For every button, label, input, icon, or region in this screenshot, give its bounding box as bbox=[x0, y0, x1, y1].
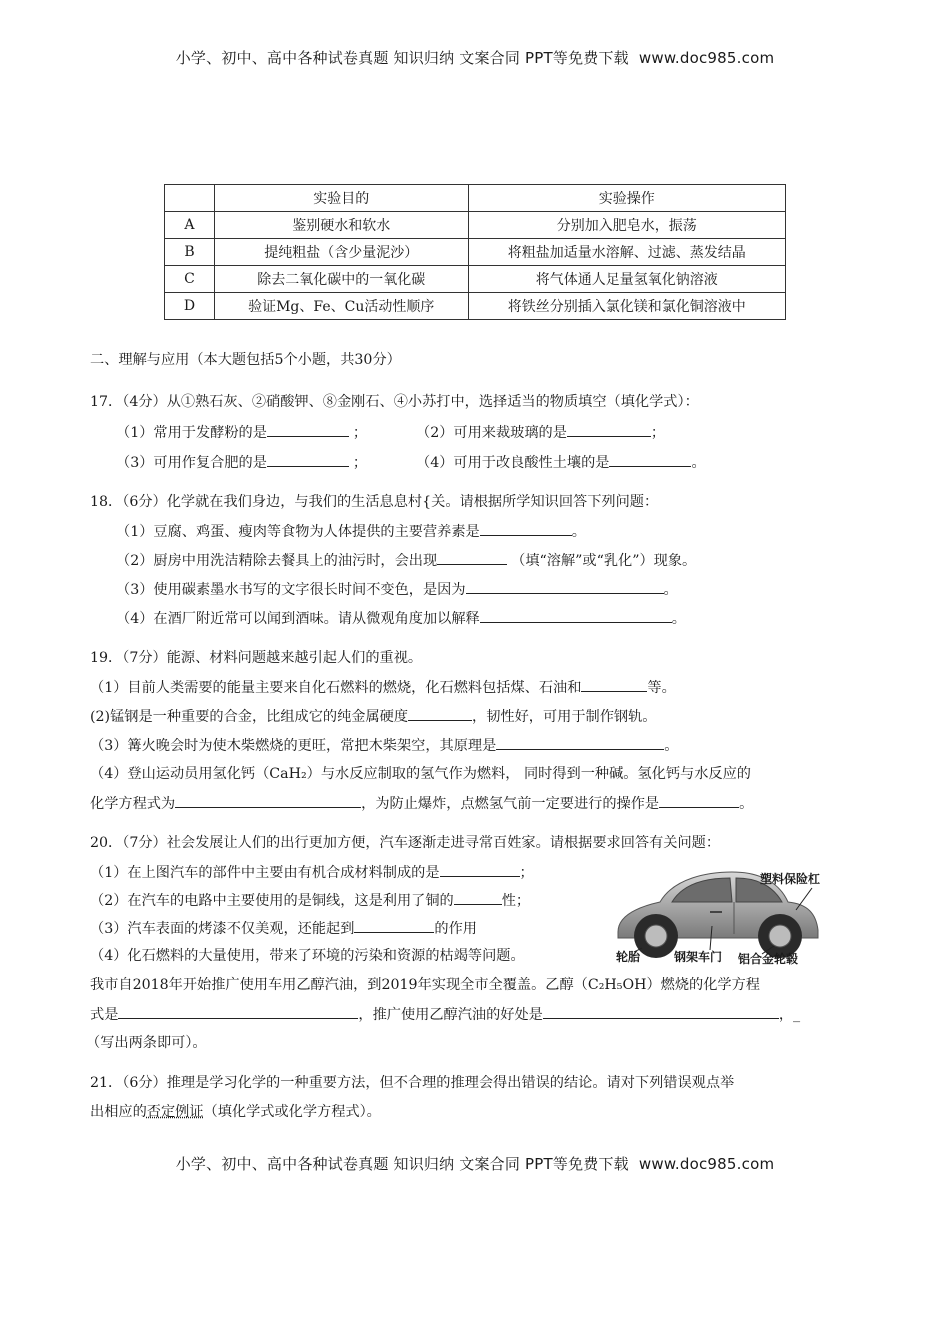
table-row bbox=[165, 212, 786, 239]
q17-stem: 17．（4分）从①熟石灰、②硝酸钾、⑧金刚石、④小苏打中，选择适当的物质填空（填化学式）： bbox=[90, 394, 699, 410]
q17-part4-text: （4）可用于改良酸性土壤的是 bbox=[416, 455, 610, 471]
punct: 。 bbox=[571, 524, 586, 540]
q17-part2-text: （2）可用来裁玻璃的是 bbox=[416, 425, 567, 441]
q20-part6 bbox=[90, 1004, 800, 1025]
table-cell: 将粗盐加适量水溶解、过滤、蒸发结晶 bbox=[468, 239, 785, 266]
page-footer bbox=[0, 1153, 950, 1174]
answer-blank[interactable] bbox=[609, 452, 691, 467]
answer-blank[interactable] bbox=[480, 608, 672, 623]
punct: 。 bbox=[664, 738, 679, 754]
answer-blank[interactable] bbox=[567, 422, 651, 437]
table-header-cell bbox=[165, 185, 215, 212]
q20-part5: 我市自2018年开始推广使用车用乙醇汽油，到2019年实现全市全覆盖。乙醇（C₂H₅OH）燃烧的化学方程 bbox=[90, 977, 760, 993]
punct: 。 bbox=[671, 611, 686, 627]
q19-part4-line2 bbox=[90, 793, 753, 814]
q18-part4 bbox=[116, 608, 686, 629]
q20-part6-tail: ，_ bbox=[778, 1007, 801, 1023]
page-header bbox=[0, 47, 950, 68]
table-cell: 验证Mg、Fe、Cu活动性顺序 bbox=[214, 293, 468, 320]
footer-url[interactable]: www.doc985.com bbox=[638, 1155, 775, 1173]
q19-part2-text: (2)锰钢是一种重要的合金，比组成它的纯金属硬度 bbox=[90, 709, 409, 725]
q18-part2-tail: （填“溶解”或“乳化”）现象。 bbox=[511, 553, 697, 569]
q20-part1 bbox=[90, 862, 534, 883]
header-text: 小学、初中、高中各种试卷真题 知识归纳 文案合同 PPT等免费下载 bbox=[175, 49, 629, 67]
punct: ； bbox=[352, 425, 368, 441]
answer-blank[interactable] bbox=[175, 793, 361, 808]
q18-part4-text: （4）在酒厂附近常可以闻到酒味。请从微观角度加以解释 bbox=[116, 611, 480, 627]
q19-part3 bbox=[90, 735, 678, 756]
q19-part1-tail: 等。 bbox=[647, 680, 676, 696]
q20-part7: （写出两条即可）。 bbox=[86, 1035, 207, 1051]
table-cell: 提纯粗盐（含少量泥沙） bbox=[214, 239, 468, 266]
q21-emphasis: 否定例证 bbox=[146, 1104, 204, 1120]
answer-blank[interactable] bbox=[466, 579, 664, 594]
punct: ； bbox=[519, 865, 534, 881]
q20-stem: 20．（7分）社会发展让人们的出行更加方便，汽车逐渐走进寻常百姓家。请根据要求回答有关问题： bbox=[90, 835, 721, 851]
q19-part4-text: 化学方程式为 bbox=[90, 796, 176, 812]
q18-part2-text: （2）厨房中用洗洁精除去餐具上的油污时，会出现 bbox=[116, 553, 438, 569]
q19-part2-tail: ，韧性好，可用于制作钢轨。 bbox=[472, 709, 657, 725]
q17-part2 bbox=[416, 422, 665, 443]
header-url[interactable]: www.doc985.com bbox=[638, 49, 775, 67]
q20-part3 bbox=[90, 918, 477, 939]
table-header-cell: 实验目的 bbox=[214, 185, 468, 212]
answer-blank[interactable] bbox=[480, 521, 572, 536]
q19-part4-line1: （4）登山运动员用氢化钙（CaH₂）与水反应制取的氢气作为燃料， 同时得到一种碱。氢化钙与水反应的 bbox=[90, 766, 751, 782]
table-header-cell: 实验操作 bbox=[468, 185, 785, 212]
car-label-hub: 铝合金轮毂 bbox=[738, 952, 799, 966]
q20-part6-mid: ，推广使用乙醇汽油的好处是 bbox=[358, 1007, 543, 1023]
experiment-table bbox=[164, 184, 786, 320]
q17-part4 bbox=[416, 452, 706, 473]
car-label-bumper: 塑料保险杠 bbox=[760, 872, 821, 886]
answer-blank[interactable] bbox=[454, 890, 502, 905]
table-cell: 分别加入肥皂水，振荡 bbox=[468, 212, 785, 239]
punct: ； bbox=[352, 455, 368, 471]
q19-part1 bbox=[90, 677, 676, 698]
q19-part4-mid: ，为防止爆炸，点燃氢气前一定要进行的操作是 bbox=[361, 796, 660, 812]
punct: ； bbox=[650, 425, 666, 441]
q17-part3-text: （3）可用作复合肥的是 bbox=[116, 455, 267, 471]
q20-part6-text: 式是 bbox=[90, 1007, 119, 1023]
q20-part4: （4）化石燃料的大量使用，带来了环境的污染和资源的枯竭等问题。 bbox=[90, 948, 525, 964]
q17-part1 bbox=[116, 422, 367, 443]
car-label-tire: 轮胎 bbox=[616, 950, 641, 964]
q20-part3-tail: 的作用 bbox=[434, 921, 477, 937]
answer-blank[interactable] bbox=[118, 1004, 358, 1019]
table-row bbox=[165, 239, 786, 266]
q21-line2-text: 出相应的 bbox=[90, 1104, 147, 1120]
punct: 。 bbox=[663, 582, 678, 598]
answer-blank[interactable] bbox=[581, 677, 647, 692]
answer-blank[interactable] bbox=[408, 706, 472, 721]
answer-blank[interactable] bbox=[354, 918, 434, 933]
q18-part3 bbox=[116, 579, 678, 600]
table-cell: 鉴别硬水和软水 bbox=[214, 212, 468, 239]
q18-part1-text: （1）豆腐、鸡蛋、瘦肉等食物为人体提供的主要营养素是 bbox=[116, 524, 480, 540]
table-row bbox=[165, 266, 786, 293]
q18-part1 bbox=[116, 521, 586, 542]
q21-line1: 21．（6分）推理是学习化学的一种重要方法，但不合理的推理会得出错误的结论。请对下列错误观点举 bbox=[90, 1075, 735, 1091]
q18-part2 bbox=[116, 550, 696, 571]
answer-blank[interactable] bbox=[267, 422, 349, 437]
q19-stem: 19．（7分）能源、材料问题越来越引起人们的重视。 bbox=[90, 650, 423, 666]
q20-part2-tail: 性； bbox=[501, 893, 531, 909]
q20-part2 bbox=[90, 890, 530, 911]
q21-line2 bbox=[90, 1102, 381, 1122]
answer-blank[interactable] bbox=[437, 550, 507, 565]
table-cell: B bbox=[165, 239, 215, 266]
car-figure bbox=[612, 866, 852, 968]
q17-part3 bbox=[116, 452, 367, 473]
q20-part2-text: （2）在汽车的电路中主要使用的是铜线，这是利用了铜的 bbox=[90, 893, 454, 909]
q19-part3-text: （3）篝火晚会时为使木柴燃烧的更旺，常把木柴架空，其原理是 bbox=[90, 738, 497, 754]
q18-stem: 18．（6分）化学就在我们身边，与我们的生活息息村{关。请根据所学知识回答下列问题： bbox=[90, 494, 659, 510]
footer-text: 小学、初中、高中各种试卷真题 知识归纳 文案合同 PPT等免费下载 bbox=[175, 1155, 629, 1173]
section-title: 二、理解与应用（本大题包括5个小题，共30分） bbox=[90, 352, 401, 368]
q20-part3-text: （3）汽车表面的烤漆不仅美观，还能起到 bbox=[90, 921, 355, 937]
table-cell: C bbox=[165, 266, 215, 293]
answer-blank[interactable] bbox=[440, 862, 520, 877]
answer-blank[interactable] bbox=[543, 1004, 779, 1019]
answer-blank[interactable] bbox=[267, 452, 349, 467]
table-cell: D bbox=[165, 293, 215, 320]
table-cell: 将铁丝分别插入氯化镁和氯化铜溶液中 bbox=[468, 293, 785, 320]
punct: 。 bbox=[739, 796, 754, 812]
table-cell: 将气体通人足量氢氧化钠溶液 bbox=[468, 266, 785, 293]
punct: 。 bbox=[691, 455, 706, 471]
answer-blank[interactable] bbox=[496, 735, 664, 750]
table-cell: 除去二氧化碳中的一氧化碳 bbox=[214, 266, 468, 293]
q17-part1-text: （1）常用于发酵粉的是 bbox=[116, 425, 267, 441]
car-label-door: 钢架车门 bbox=[674, 950, 723, 964]
answer-blank[interactable] bbox=[659, 793, 739, 808]
table-header-row bbox=[165, 185, 786, 212]
q19-part1-text: （1）目前人类需要的能量主要来自化石燃料的燃烧，化石燃料包括煤、石油和 bbox=[90, 680, 582, 696]
table-cell: A bbox=[165, 212, 215, 239]
q18-part3-text: （3）使用碳素墨水书写的文字很长时间不变色，是因为 bbox=[116, 582, 466, 598]
table-row bbox=[165, 293, 786, 320]
q19-part2 bbox=[90, 706, 657, 727]
q20-part1-text: （1）在上图汽车的部件中主要由有机合成材料制成的是 bbox=[90, 865, 440, 881]
q21-line2-tail: （填化学式或化学方程式）。 bbox=[203, 1104, 381, 1120]
